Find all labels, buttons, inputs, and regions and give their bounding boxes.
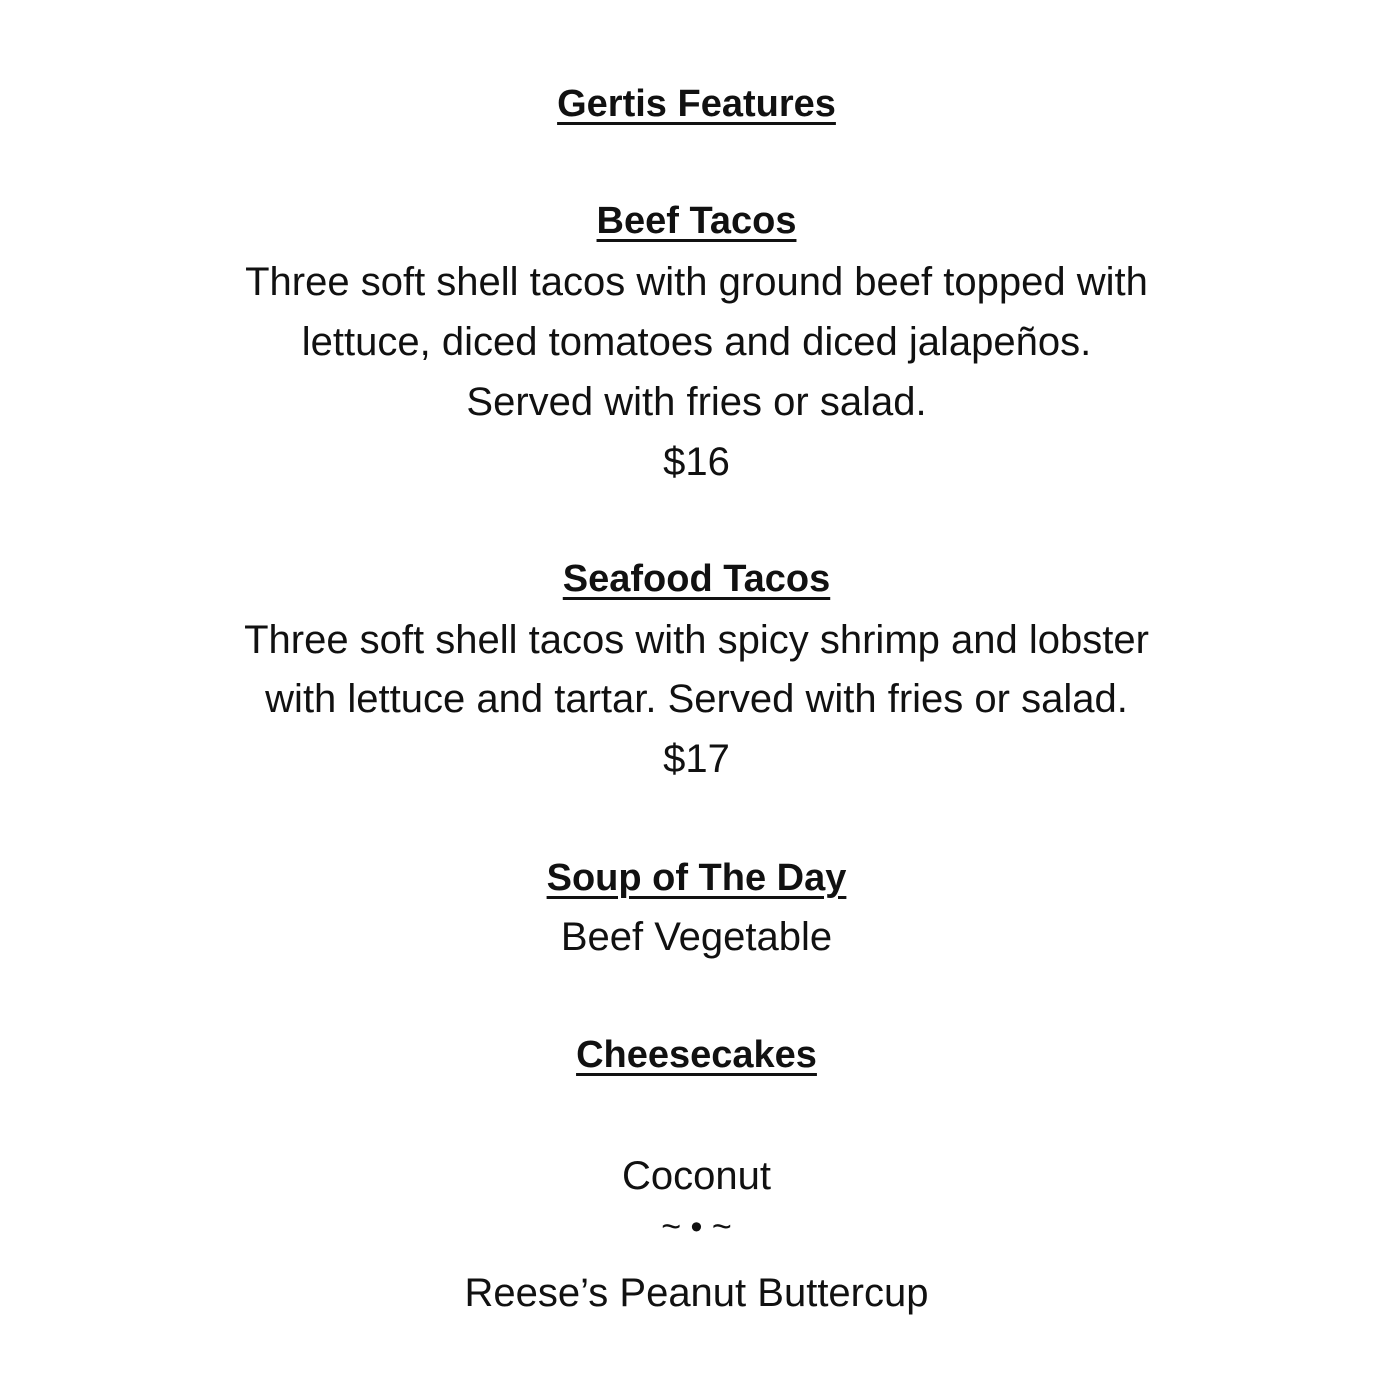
item-title-seafood-tacos: Seafood Tacos (562, 558, 831, 600)
item-description-line: Three soft shell tacos with ground beef topped with (245, 260, 1148, 304)
soup-value: Beef Vegetable (560, 915, 833, 959)
item-price: $17 (663, 737, 730, 781)
cheesecakes-heading: Cheesecakes (576, 1034, 817, 1076)
item-price: $16 (663, 440, 730, 484)
item-description-line: Three soft shell tacos with spicy shrimp and lobster (244, 618, 1149, 662)
item-description-line: with lettuce and tartar. Served with fries or salad. (265, 677, 1128, 721)
item-description-line: Served with fries or salad. (466, 380, 927, 424)
page-title: Gertis Features (557, 83, 836, 125)
item-description-line: lettuce, diced tomatoes and diced jalapeños. (301, 320, 1092, 364)
cheesecake-flavor: Reese’s Peanut Buttercup (464, 1271, 929, 1315)
flavor-separator: ~ • ~ (661, 1208, 732, 1246)
soup-heading: Soup of The Day (546, 857, 847, 899)
item-title-beef-tacos: Beef Tacos (596, 200, 797, 242)
cheesecake-flavor: Coconut (622, 1154, 771, 1198)
